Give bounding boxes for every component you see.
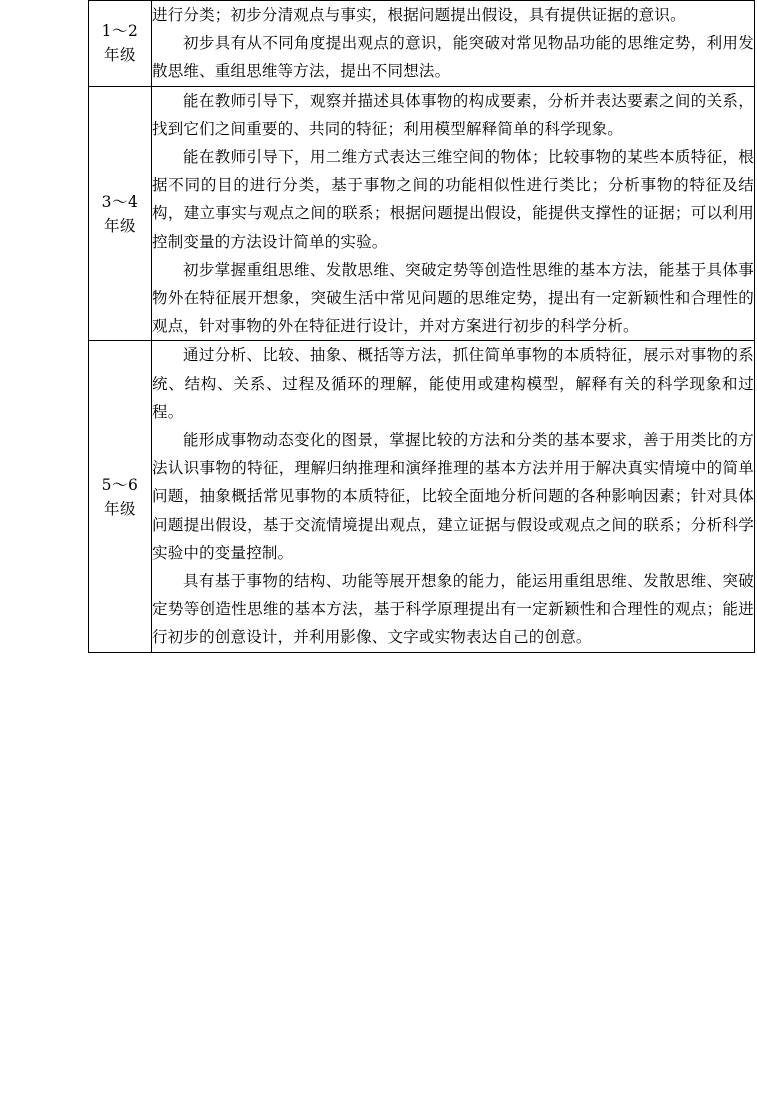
grade-label-line: 年级 — [103, 46, 136, 65]
grade-standards-table — [88, 0, 755, 653]
content-paragraph: 初步具有从不同角度提出观点的意识，能突破对常见物品功能的思维定势，利用发散思维、重组思维等方法，提出不同想法。 — [152, 34, 754, 81]
grade-content-cell — [152, 341, 755, 652]
table-row — [89, 341, 755, 652]
grade-content-cell — [152, 86, 755, 341]
content-paragraph: 进行分类；初步分清观点与事实，根据问题提出假设，具有提供证据的意识。 — [152, 6, 686, 24]
grade-label-cell — [89, 86, 152, 341]
table-row — [89, 86, 755, 341]
content-paragraph: 能在教师引导下，观察并描述具体事物的构成要素，分析并表达要素之间的关系，找到它们之间重要的、共同的特征；利用模型解释简单的科学现象。 — [152, 91, 754, 138]
content-paragraph: 初步掌握重组思维、发散思维、突破定势等创造性思维的基本方法，能基于具体事物外在特征展开想象，突破生活中常见问题的思维定势，提出有一定新颖性和合理性的观点，针对事物的外在特征进行设计，并对方案进行初步的科学分析。 — [152, 260, 754, 336]
table-row — [89, 1, 755, 87]
table-body — [89, 1, 755, 653]
content-paragraph: 能在教师引导下，用二维方式表达三维空间的物体；比较事物的某些本质特征，根据不同的目的进行分类，基于事物之间的功能相似性进行类比；分析事物的特征及结构，建立事实与观点之间的联系；根据问题提出假设，能提供支撑性的证据；可以利用控制变量的方法设计简单的实验。 — [152, 148, 754, 251]
grade-label-line: 3～4 — [101, 192, 139, 211]
grade-label-line: 1～2 — [101, 22, 139, 41]
grade-label-line: 年级 — [103, 216, 136, 235]
grade-label-line: 年级 — [103, 499, 136, 518]
grade-label-cell — [89, 341, 152, 652]
grade-label-cell — [89, 1, 152, 87]
content-paragraph: 通过分析、比较、抽象、概括等方法，抓住简单事物的本质特征，展示对事物的系统、结构、关系、过程及循环的理解，能使用或建构模型，解释有关的科学现象和过程。 — [152, 346, 754, 421]
content-paragraph: 具有基于事物的结构、功能等展开想象的能力，能运用重组思维、发散思维、突破定势等创造性思维的基本方法，基于科学原理提出有一定新颖性和合理性的观点；能进行初步的创意设计，并利用影像、文字或实物表达自己的创意。 — [152, 572, 754, 647]
content-paragraph: 能形成事物动态变化的图景，掌握比较的方法和分类的基本要求，善于用类比的方法认识事物的特征，理解归纳推理和演绎推理的基本方法并用于解决真实情境中的简单问题，抽象概括常见事物的本质特征，比较全面地分析问题的各种影响因素；针对具体问题提出假设，基于交流情境提出观点，建立证据与假设或观点之间的联系；分析科学实验中的变量控制。 — [152, 431, 754, 562]
grade-label-line: 5～6 — [101, 475, 139, 494]
grade-content-cell — [152, 1, 755, 87]
